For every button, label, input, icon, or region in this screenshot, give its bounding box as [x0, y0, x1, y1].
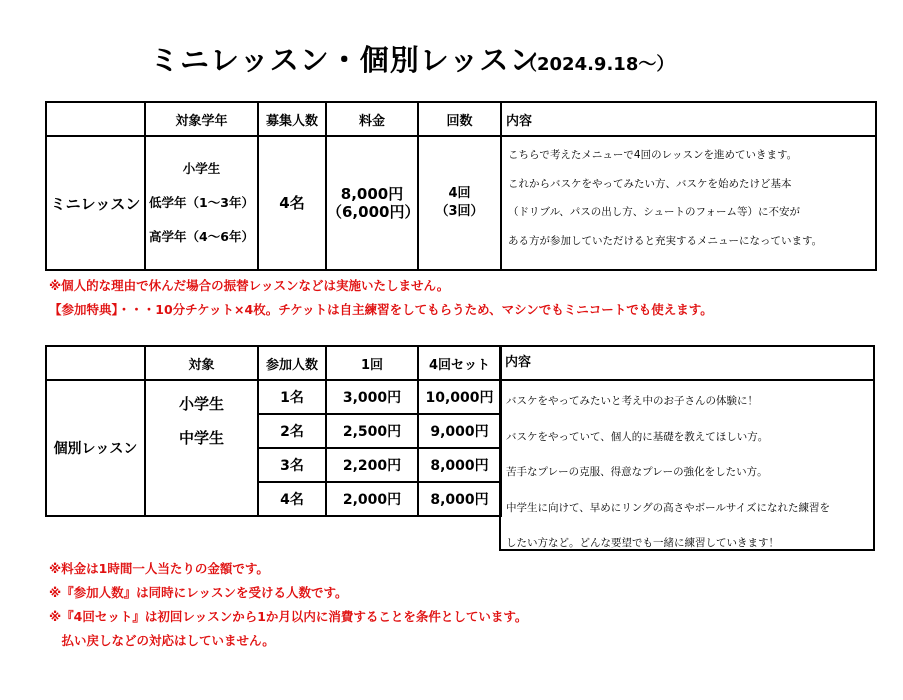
mini-note-makeup: ※個人的な理由で休んだ場合の振替レッスンなどは実施いたしません。: [49, 278, 450, 293]
header-set: 4回セット: [418, 346, 501, 380]
private-content-box: [499, 380, 875, 551]
content-line: したい方など。どんな要望でも一緒に練習していきます！: [506, 537, 779, 549]
single-price: 2,000円: [326, 482, 418, 516]
content-line: 苦手なプレーの克服、得意なプレーの強化をしたい方。: [506, 466, 768, 478]
price-line: 8,000円: [340, 185, 404, 203]
set-price: 8,000円: [418, 448, 501, 482]
content-line: こちらで考えたメニューで4回のレッスンを進めていきます。: [508, 149, 798, 161]
private-note-refund: 払い戻しなどの対応はしていません。: [49, 633, 275, 648]
mini-label-header-blank: [46, 102, 145, 136]
participants: 2名: [258, 414, 326, 448]
grade-line: 小学生: [182, 161, 221, 176]
single-price: 3,000円: [326, 380, 418, 414]
count-line: 4回: [448, 186, 471, 201]
private-content-header: 内容: [499, 345, 875, 381]
content-line: バスケをやっていて、個人的に基礎を教えてほしい方。: [506, 430, 769, 443]
content-line: 中学生に向けて、早めにリングの高さやボールサイズになれた練習を: [506, 501, 831, 514]
participants: 4名: [258, 482, 326, 516]
header-participants: 参加人数: [258, 346, 326, 380]
private-note-fee: ※料金は1時間一人当たりの金額です。: [49, 561, 269, 576]
mini-content-cell: [501, 136, 876, 270]
header-target: 対象: [145, 346, 258, 380]
set-price: 8,000円: [418, 482, 501, 516]
participants: 1名: [258, 380, 326, 414]
set-price: 9,000円: [418, 414, 501, 448]
mini-grade-cell: [145, 136, 258, 270]
header-single: 1回: [326, 346, 418, 380]
content-line: ある方が参加していただけると充実するメニューになっています。: [508, 234, 823, 247]
private-target-cell: [145, 380, 258, 516]
price-line: （6,000円）: [327, 203, 420, 221]
participants: 3名: [258, 448, 326, 482]
target-line: 小学生: [178, 395, 224, 413]
private-label-header-blank: [46, 346, 145, 380]
header-content: 内容: [501, 102, 876, 136]
private-lesson-table: [45, 345, 502, 517]
private-note-participants: ※『参加人数』は同時にレッスンを受ける人数です。: [49, 585, 348, 600]
mini-capacity: 4名: [258, 136, 326, 270]
target-line: 中学生: [178, 429, 224, 447]
grade-line: 低学年（1～3年）: [149, 195, 254, 210]
header-fee: 料金: [326, 102, 418, 136]
header-count: 回数: [418, 102, 501, 136]
private-lesson-label: 個別レッスン: [46, 380, 145, 516]
private-note-set: ※『4回セット』は初回レッスンから1か月以内に消費することを条件としています。: [49, 609, 528, 624]
single-price: 2,200円: [326, 448, 418, 482]
count-line: （3回）: [435, 204, 484, 219]
mini-note-bonus: 【参加特典】・・・10分チケット×4枚。チケットは自主練習をしてもらうため、マシンでもミニコートでも使えます。: [49, 302, 713, 317]
set-price: 10,000円: [418, 380, 501, 414]
single-price: 2,500円: [326, 414, 418, 448]
mini-lesson-table: [45, 101, 877, 271]
mini-lesson-label: ミニレッスン: [46, 136, 145, 270]
header-capacity: 募集人数: [258, 102, 326, 136]
grade-line: 高学年（4～6年）: [149, 229, 254, 244]
mini-count-cell: [418, 136, 501, 270]
header-grade: 対象学年: [145, 102, 258, 136]
effective-date: （2024.9.18～）: [519, 54, 675, 75]
page-title: ミニレッスン・個別レッスン: [150, 43, 540, 77]
content-line: これからバスケをやってみたい方、バスケを始めたけど基本: [508, 177, 792, 190]
mini-price-cell: [326, 136, 418, 270]
content-line: バスケをやってみたいと考え中のお子さんの体験に！: [506, 395, 758, 407]
content-line: （ドリブル、パスの出し方、シュートのフォーム等）に不安が: [508, 206, 801, 218]
